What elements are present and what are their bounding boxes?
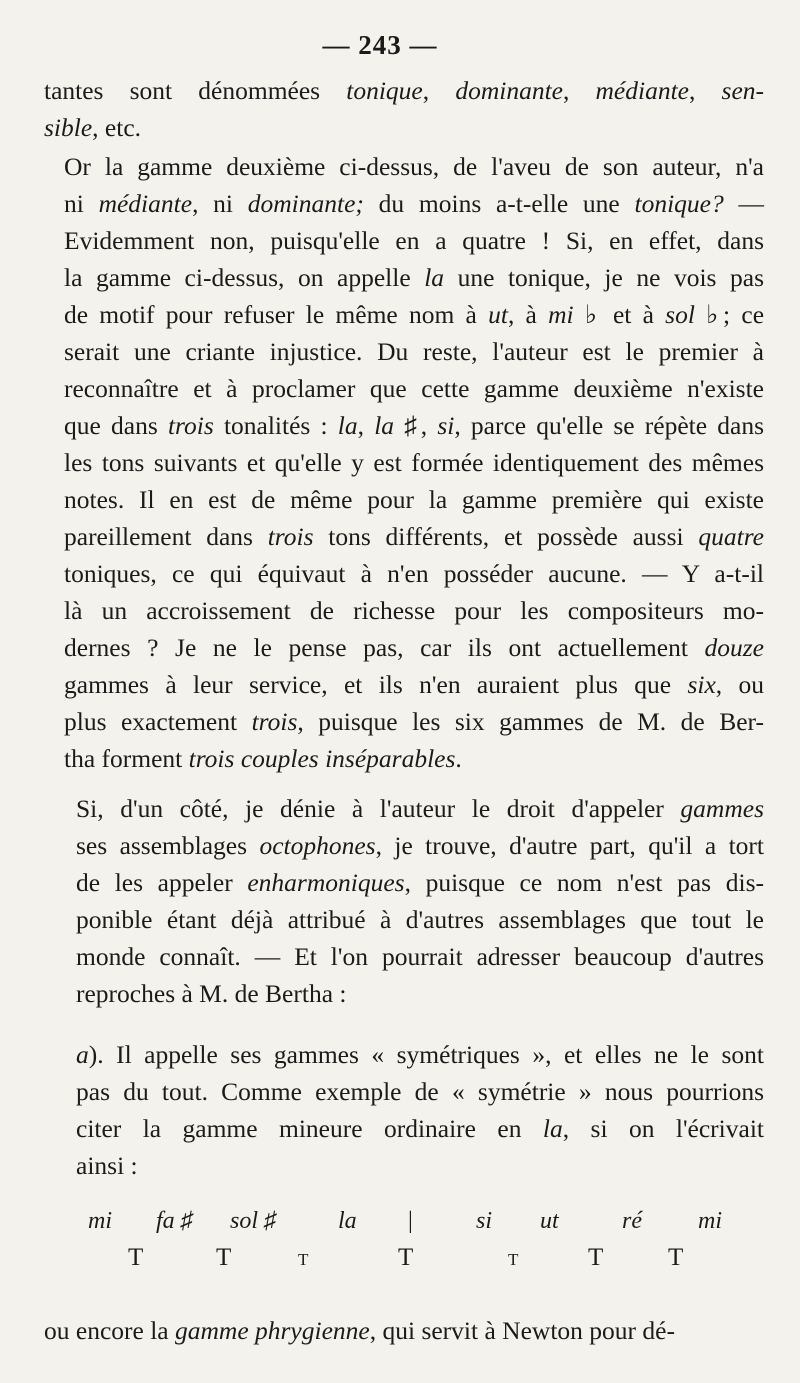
paragraph-5 [44, 1312, 764, 1349]
paragraph-3 [44, 790, 764, 1012]
scale-note: sol ♯ [230, 1208, 277, 1234]
text-line: tha forment trois couples inséparables. [64, 744, 462, 773]
paragraph-4 [44, 1036, 764, 1184]
scale-step: T [508, 1250, 519, 1269]
text-line: citer la gamme mineure ordinaire en la, si on l'écrivait [76, 1114, 764, 1143]
scale-note: mi [88, 1208, 112, 1234]
text-line: les tons suivants et qu'elle y est formée identiquement des mêmes [64, 448, 764, 477]
text-line: dernes ? Je ne le pense pas, car ils ont actuellement douze [64, 633, 764, 662]
text-line: là un accroissement de richesse pour les compositeurs mo- [64, 596, 764, 625]
text-line: ponible étant déjà attribué à d'autres assemblages que tout le [76, 905, 764, 934]
scale-steps [88, 1244, 728, 1278]
scale-note: si [476, 1208, 493, 1234]
text-line: ses assemblages octophones, je trouve, d'autre part, qu'il a tort [76, 831, 764, 860]
text-line: que dans trois tonalités : la, la ♯, si, parce qu'elle se répète dans [64, 411, 765, 440]
text-line: toniques, ce qui équivaut à n'en posséder aucune. — Y a-t-il [64, 559, 764, 588]
scale-divider: | [408, 1208, 413, 1234]
text-line: ni médiante, ni dominante; du moins a-t-elle une tonique? — [64, 189, 764, 218]
text-line: ainsi : [76, 1151, 138, 1180]
text-line: tantes sont dénommées tonique, dominante, médiante, sen- [44, 76, 765, 105]
scale-step: T [398, 1244, 414, 1271]
text-line: monde connaît. — Et l'on pourrait adresser beaucoup d'autres [76, 942, 764, 971]
text-line: sible, etc. [44, 113, 142, 142]
scale-step: T [588, 1244, 604, 1271]
text-line: la gamme ci-dessus, on appelle la une tonique, je ne vois pas [64, 263, 764, 292]
scale-step: T [216, 1244, 232, 1271]
scale-notes [88, 1208, 728, 1242]
text-line: ou encore la gamme phrygienne, qui servit à Newton pour dé- [44, 1316, 675, 1345]
scale-step: T [668, 1244, 684, 1271]
text-line: Or la gamme deuxième ci-dessus, de l'aveu de son auteur, n'a [64, 152, 764, 181]
scale-note: mi [698, 1208, 722, 1234]
text-line: notes. Il en est de même pour la gamme première qui existe [64, 485, 764, 514]
text-line: plus exactement trois, puisque les six gammes de M. de Ber- [64, 707, 765, 736]
scale-step: T [128, 1244, 144, 1271]
text-line: de motif pour refuser le même nom à ut, à mi ♭ et à sol ♭; ce [64, 300, 765, 329]
text-line: pareillement dans trois tons différents, et possède aussi quatre [64, 522, 764, 551]
paragraph-1 [44, 72, 764, 146]
text-line: de les appeler enharmoniques, puisque ce nom n'est pas dis- [76, 868, 764, 897]
text-line: pas du tout. Comme exemple de « symétrie » nous pourrions [76, 1077, 764, 1106]
page-number: — 243 — [322, 30, 438, 60]
text-line: Evidemment non, puisqu'elle en a quatre ! Si, en effet, dans [64, 226, 764, 255]
scale-step: T [298, 1250, 309, 1269]
scale-note: la [338, 1208, 357, 1234]
scale-note: ut [540, 1208, 559, 1234]
text-line: a). Il appelle ses gammes « symétriques », et elles ne le sont [76, 1040, 764, 1069]
text-line: gammes à leur service, et ils n'en auraient plus que six, ou [64, 670, 764, 699]
scale-note: ré [622, 1208, 642, 1234]
text-line: serait une criante injustice. Du reste, l'auteur est le premier à [64, 337, 764, 366]
paragraph-2 [44, 148, 764, 777]
text-line: reproches à M. de Bertha : [76, 979, 347, 1008]
text-line: reconnaître et à proclamer que cette gamme deuxième n'existe [64, 374, 764, 403]
scale-note: fa ♯ [156, 1208, 193, 1234]
text-line: Si, d'un côté, je dénie à l'auteur le droit d'appeler gammes [76, 794, 764, 823]
